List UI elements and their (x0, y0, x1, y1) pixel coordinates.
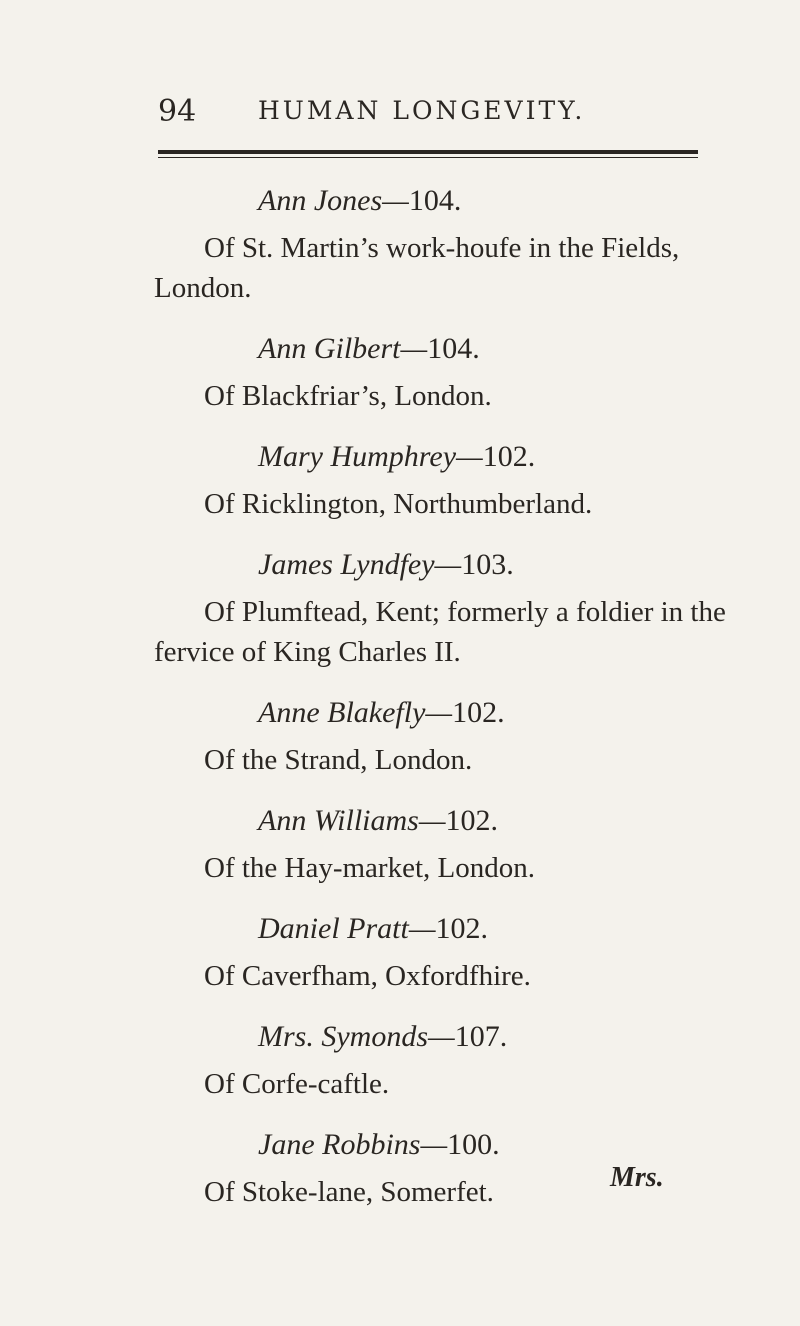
entry-age: 102. (445, 804, 499, 837)
header-rule-thin (158, 157, 698, 158)
entry-age: 104. (427, 332, 480, 365)
catchword: Mrs. (610, 1162, 664, 1193)
entry: Daniel Pratt—102. Of Caverfham, Oxfordfhire. (0, 910, 800, 996)
entry-name: Jane Robbins (258, 1128, 421, 1161)
entry-age: 100. (447, 1128, 500, 1161)
entry: Mrs. Symonds—107. Of Corfe-caftle. (0, 1018, 800, 1104)
entry-age: 102. (482, 440, 536, 473)
entry-age: 102. (452, 696, 505, 729)
entry: Mary Humphrey—102. Of Ricklington, Northumberland. (0, 438, 800, 524)
entry-place: Of St. Martin’s work-houfe in the Fields, London. (154, 232, 680, 304)
entry-name: Mary Humphrey (258, 440, 457, 473)
entry: Jane Robbins—100. Of Stoke-lane, Somerfet. (0, 1126, 800, 1212)
entry-name: Anne Blakefly (258, 696, 426, 729)
entry-place: Of Corfe-caftle. (204, 1068, 390, 1100)
entry-name: Ann Jones (258, 184, 383, 217)
entry: Ann Williams—102. Of the Hay-market, London. (0, 802, 800, 888)
running-title: HUMAN LONGEVITY. (258, 96, 586, 125)
entry-place: Of Blackfriar’s, London. (204, 380, 492, 412)
entry-place: Of Ricklington, Northumberland. (204, 488, 593, 520)
entry: James Lyndfey—103. Of Plumftead, Kent; formerly a foldier in the fervice of King Charles II. (0, 546, 800, 672)
entry-age: 102. (435, 912, 489, 945)
entry-age: 107. (454, 1020, 508, 1053)
entry: Ann Gilbert—104. Of Blackfriar’s, London. (0, 330, 800, 416)
entry-name: Ann Williams (258, 804, 419, 837)
entry-age: 104. (408, 184, 462, 217)
page-number: 94 (158, 94, 197, 129)
entry-place: Of the Hay-market, London. (204, 852, 535, 884)
entry-place: Of Caverfham, Oxfordfhire. (204, 960, 531, 992)
entry-name: Daniel Pratt (258, 912, 409, 945)
entry-name: Ann Gilbert (258, 332, 401, 365)
entry-name: Mrs. Symonds (258, 1020, 428, 1053)
longevity-entries (0, 182, 800, 1234)
entry-place: Of Stoke-lane, Somerfet. (204, 1176, 494, 1208)
entry-place: Of Plumftead, Kent; formerly a foldier in the fervice of King Charles II. (154, 596, 726, 668)
entry-age: 103. (461, 548, 514, 581)
entry-place: Of the Strand, London. (204, 744, 473, 776)
entry: Ann Jones—104. Of St. Martin’s work-houfe in the Fields, London. (0, 182, 800, 308)
entry-name: James Lyndfey (258, 548, 435, 581)
entry: Anne Blakefly—102. Of the Strand, London. (0, 694, 800, 780)
header-rule (158, 150, 698, 154)
